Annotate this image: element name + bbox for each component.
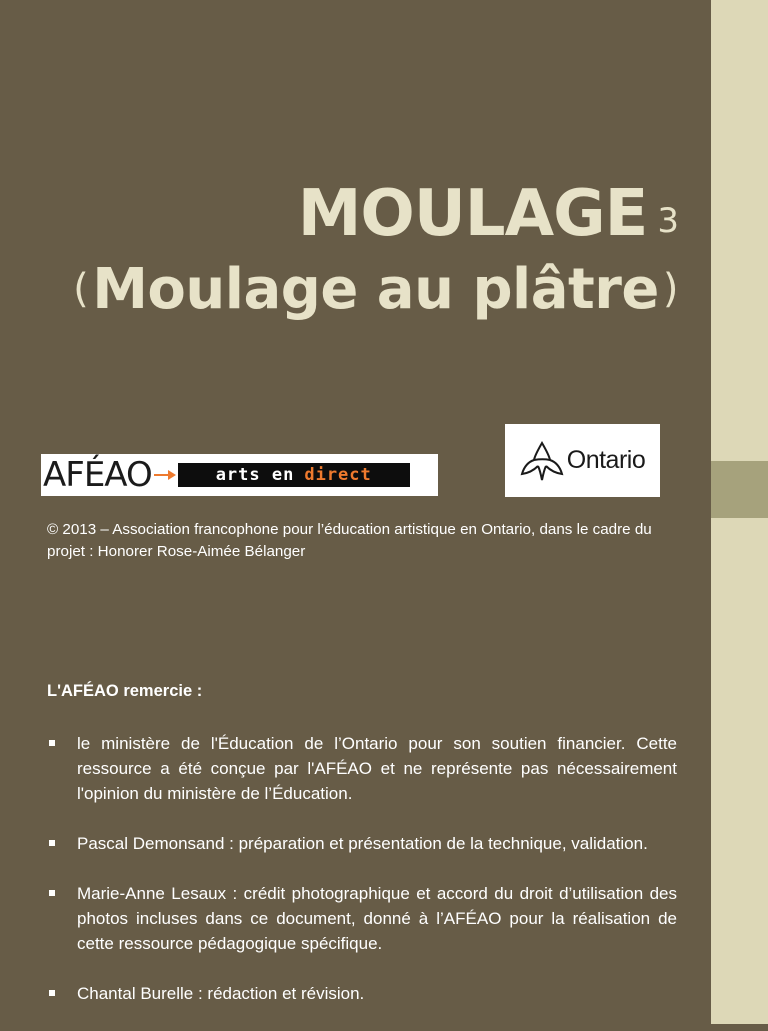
credit-text: le ministère de l'Éducation de l’Ontario pour son soutien financier. Cette ressource a été conçue par l'AFÉAO et ne représente pas nécessairement l'opinion du ministère de l’Éducation. <box>77 734 677 803</box>
title-line-2 <box>73 257 678 322</box>
credit-text: Pascal Demonsand : préparation et présentation de la technique, validation. <box>77 834 648 853</box>
side-band-accent <box>711 461 768 518</box>
title-paren-open: ( <box>73 266 89 312</box>
copyright-notice: © 2013 – Association francophone pour l’éducation artistique en Ontario, dans le cadre du projet : Honorer Rose-Aimée Bélanger <box>47 521 652 560</box>
trillium-icon <box>520 440 564 482</box>
bullet-icon <box>49 990 55 996</box>
list-item <box>47 731 677 806</box>
credits-list <box>47 731 677 1031</box>
afeao-arts-en-direct-logo <box>41 454 438 496</box>
page-title <box>73 177 678 322</box>
title-number: 3 <box>657 201 678 241</box>
arts-en-direct-wordmark <box>178 463 410 487</box>
arts-en-text: arts en <box>215 465 295 485</box>
title-paren-close: ) <box>662 266 678 312</box>
bullet-icon <box>49 890 55 896</box>
list-item <box>47 831 677 856</box>
thanks-heading: L'AFÉAO remercie : <box>47 682 203 700</box>
bullet-icon <box>49 840 55 846</box>
list-item <box>47 981 677 1006</box>
credit-text: Marie-Anne Lesaux : crédit photographique et accord du droit d’utilisation des photos incluses dans ce document, donné à l’AFÉAO pour la réalisation de cette ressource pédagogique spécifique. <box>77 884 677 953</box>
ontario-logo <box>505 424 660 497</box>
arrow-right-icon <box>154 468 176 482</box>
direct-text: direct <box>304 465 372 485</box>
title-subtitle: Moulage au plâtre <box>92 257 659 322</box>
title-main: MOULAGE <box>297 177 648 251</box>
afeao-logo-mark: AFÉAO <box>43 455 152 495</box>
bullet-icon <box>49 740 55 746</box>
list-item <box>47 881 677 956</box>
credit-text: Chantal Burelle : rédaction et révision. <box>77 984 365 1003</box>
ontario-wordmark: Ontario <box>566 446 646 474</box>
title-line-1 <box>73 177 678 251</box>
